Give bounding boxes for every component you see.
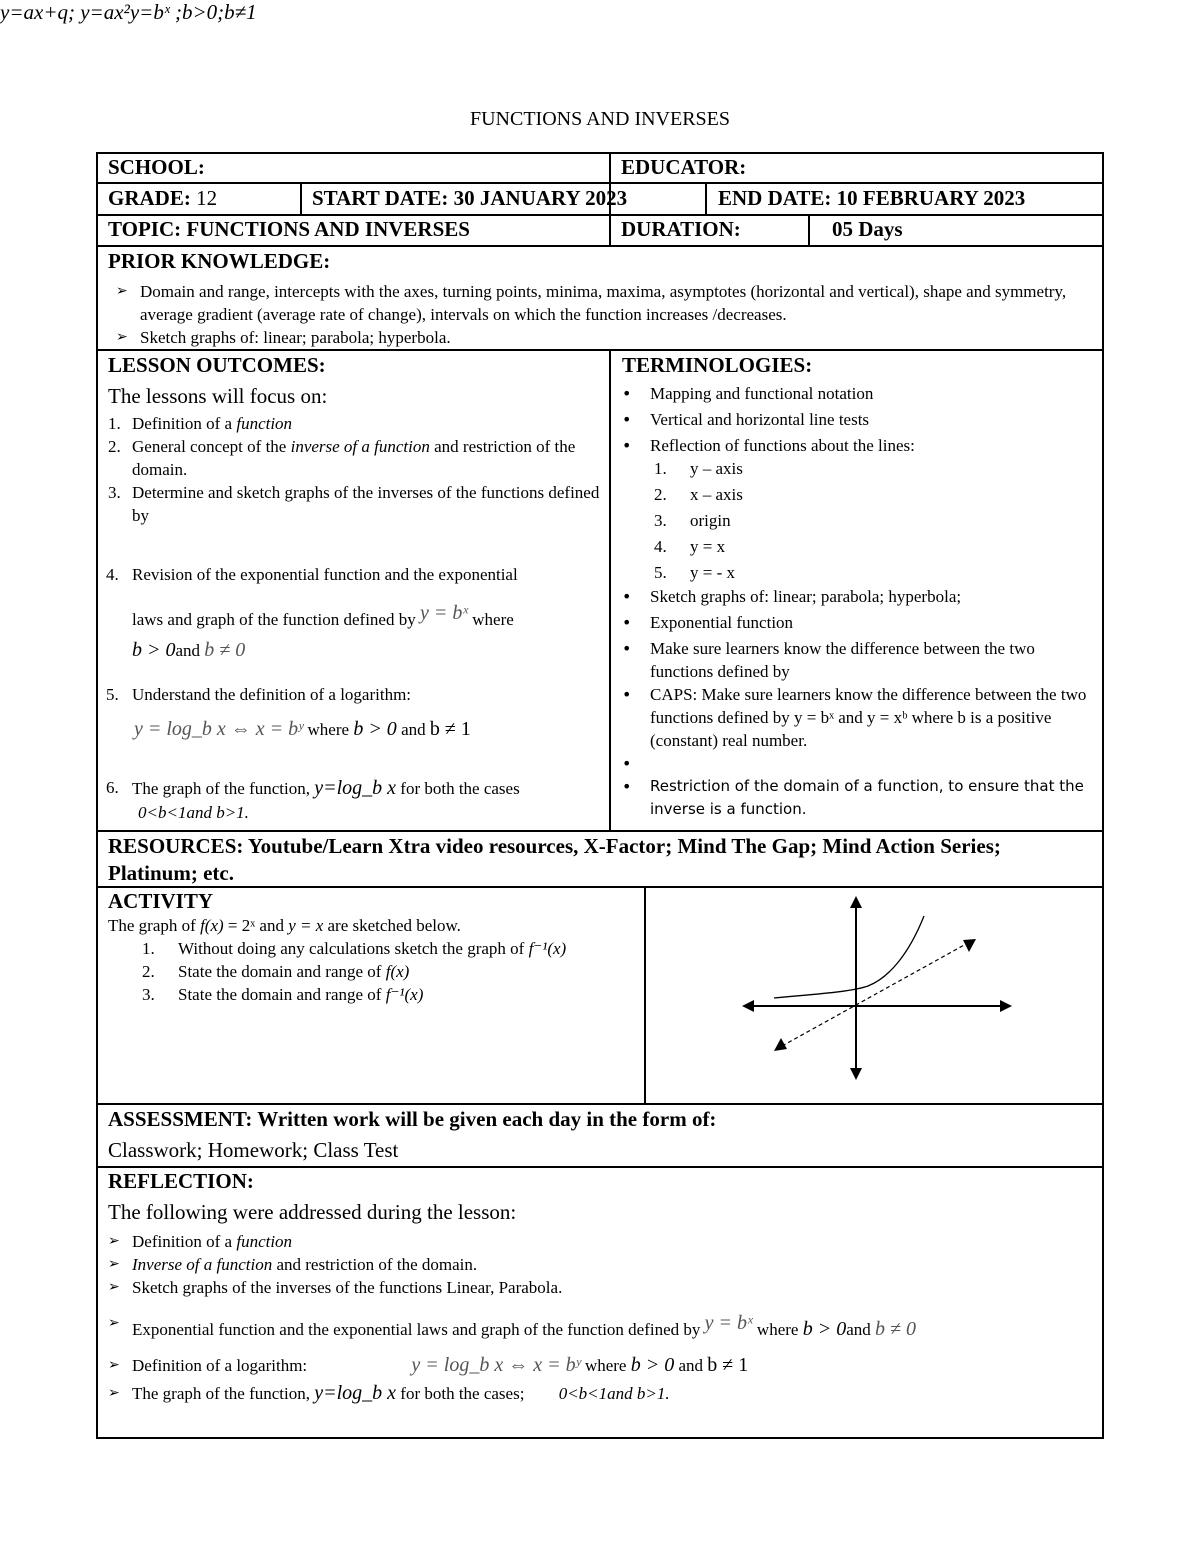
end-date: END DATE: 10 FEBRUARY 2023: [718, 186, 1026, 210]
activity-intro: The graph of f(x) = 2ˣ and y = x are sketched below.: [108, 916, 461, 935]
terminologies-heading: TERMINOLOGIES:: [622, 353, 813, 377]
list-item: 1. y – axis: [654, 459, 743, 478]
table-rule: [96, 349, 1104, 351]
list-item: 2. x – axis: [654, 485, 743, 504]
list-item: ➢ Sketch graphs of: linear; parabola; hyperbola.: [114, 326, 1094, 349]
list-item: 3. State the domain and range of f⁻¹(x): [142, 985, 424, 1004]
prior-knowledge-list: [114, 280, 1094, 349]
list-item: ➢ Definition of a function: [106, 1230, 1096, 1253]
reflection-lead: The following were addressed during the lesson:: [108, 1200, 517, 1224]
table-rule: [96, 1103, 1104, 1105]
list-item: ➢ Domain and range, intercepts with the axes, turning points, minima, maxima, asymptotes (horizontal and vertical), shape and symmetry, average gradient (average rate of change), intervals on which the function increases /decreases.: [114, 280, 1094, 326]
list-item: [614, 752, 1094, 775]
table-rule: [609, 214, 611, 245]
reflection-item-6: [106, 1382, 1096, 1405]
list-item: ➢ Sketch graphs of the inverses of the functions Linear, Parabola.: [106, 1276, 1096, 1299]
list-item: • Vertical and horizontal line tests: [614, 408, 1094, 431]
list-item: • Restriction of the domain of a function, to ensure that the inverse is a function.: [614, 775, 1094, 821]
list-item: • Sketch graphs of: linear; parabola; hyperbola;: [614, 585, 1094, 608]
table-rule: [96, 182, 1104, 184]
topic: TOPIC: FUNCTIONS AND INVERSES: [108, 217, 470, 241]
table-rule: [609, 349, 611, 830]
x-axis: [742, 1000, 1012, 1012]
table-rule: [808, 214, 810, 245]
activity-questions: [140, 937, 640, 1006]
table-rule: [96, 152, 1104, 154]
reflection-item-5: [106, 1350, 1096, 1381]
list-item: • CAPS: Make sure learners know the difference between the two functions defined by y = bˣ and y = xᵇ where b is a positive (constant) real number.: [614, 683, 1094, 752]
list-item: • Mapping and functional notation: [614, 382, 1094, 405]
list-item: • Exponential function: [614, 611, 1094, 634]
reflection-list: [106, 1230, 1096, 1299]
table-rule: [96, 1437, 1104, 1439]
table-rule: [96, 830, 1104, 832]
lesson-outcomes-lead: The lessons will focus on:: [108, 384, 328, 408]
document-title: FUNCTIONS AND INVERSES: [469, 108, 731, 130]
reflection-item-4: [106, 1308, 1096, 1345]
list-item: • Make sure learners know the difference between the two functions defined by: [614, 637, 1094, 683]
list-item: • Reflection of functions about the lines:: [614, 434, 1094, 457]
list-item: ➢ Exponential function and the exponential laws and graph of the function defined by y = bˣ where b > 0and b ≠ 0: [106, 1308, 1096, 1345]
list-item: 1. Without doing any calculations sketch the graph of f⁻¹(x): [142, 939, 567, 958]
duration-label: DURATION:: [621, 217, 741, 241]
prior-knowledge-heading: PRIOR KNOWLEDGE:: [108, 249, 331, 273]
list-item: 1. Definition of a function: [108, 414, 293, 433]
activity-graph: [646, 886, 1102, 1102]
duration-value: 05 Days: [832, 217, 903, 241]
reflection-heading: REFLECTION:: [108, 1169, 254, 1193]
educator-label: EDUCATOR:: [621, 155, 747, 179]
assessment-heading: ASSESSMENT: Written work will be given each day in the form of:: [108, 1107, 717, 1131]
table-rule: [96, 245, 1104, 247]
list-item: 2. General concept of the inverse of a function and restriction of the domain.: [108, 437, 576, 479]
list-item: 2. State the domain and range of f(x): [142, 962, 410, 981]
outcome-item-5-cont: y = log_b x ⇔ x = bʸ where b > 0 and b ≠ 1: [134, 718, 471, 740]
list-item: ➢ Definition of a logarithm: y = log_b x ⇔ x = bʸ where b > 0 and b ≠ 1: [106, 1350, 1096, 1381]
grade-label: GRADE:: [108, 186, 191, 210]
list-item: 3. Determine and sketch graphs of the inverses of the functions defined by: [108, 483, 600, 525]
activity-heading: ACTIVITY: [108, 889, 214, 913]
outcome-item-5: 5. Understand the definition of a logarithm:: [106, 685, 412, 704]
start-date: START DATE: 30 JANUARY 2023: [312, 186, 628, 210]
outcome-item-4-cont: laws and graph of the function defined by y = bˣ where b > 0and b ≠ 0: [132, 602, 514, 661]
lesson-outcomes-list: [106, 412, 601, 527]
outcome-item-4: 4. Revision of the exponential function and the exponential: [106, 565, 518, 584]
grade-value: 12: [196, 186, 218, 210]
list-item: 3. origin: [654, 511, 731, 530]
list-item: ➢ Inverse of a function and restriction of the domain.: [106, 1253, 1096, 1276]
table-rule: [300, 182, 302, 214]
table-rule: [705, 182, 707, 214]
table-rule: [96, 214, 1104, 216]
terminologies-list: [614, 382, 1094, 821]
assessment-items: Classwork; Homework; Class Test: [108, 1138, 399, 1162]
reflection-lines-list: [614, 457, 1094, 585]
list-item: 4. y = x: [654, 537, 726, 556]
school-label: SCHOOL:: [108, 155, 205, 179]
list-item: 5. y = - x: [654, 563, 735, 582]
list-item: ➢ The graph of the function, y=log_b x for both the cases; 0<b<1and b>1.: [106, 1382, 1096, 1405]
grade-cell: [108, 186, 217, 211]
exponential-curve: [774, 916, 924, 998]
outcome-item-6: 6. The graph of the function, y=log_b x for both the cases 0<b<1and b>1.: [106, 777, 520, 822]
lesson-outcomes-heading: LESSON OUTCOMES:: [108, 353, 326, 377]
inverse-formula: y=ax+q; y=ax²y=bˣ ;b>0;b≠1: [0, 0, 257, 24]
resources: RESOURCES: Youtube/Learn Xtra video resources, X-Factor; Mind The Gap; Mind Action Series; Platinum; etc.: [108, 834, 1001, 885]
table-rule: [96, 1166, 1104, 1168]
